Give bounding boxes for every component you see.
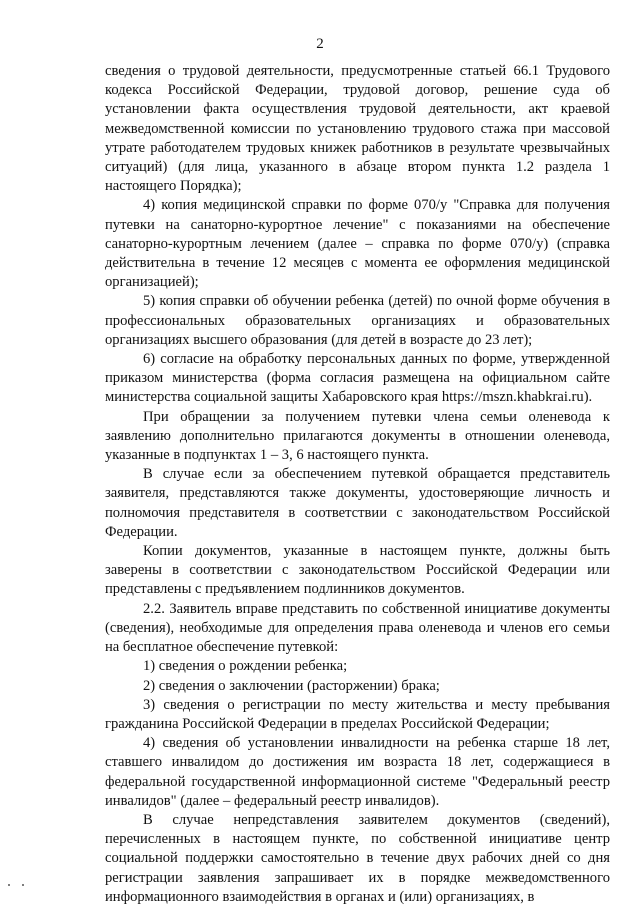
page-number: 2 <box>316 36 324 52</box>
scan-speck <box>22 884 24 886</box>
paragraph-family-member: При обращении за получением путевки члена семьи оленевода к заявлению дополнительно прилагаются документы в отношении оленевода, указанные в подпунктах 1 – 3, 6 настоящего пункта. <box>105 408 610 464</box>
document-body <box>105 62 610 907</box>
paragraph-item-6-consent: 6) согласие на обработку персональных данных по форме, утвержденной приказом министерства (форма согласия размещена на официальном сайте министерства социальной защиты Хабаровского края https://mszn.khabkrai.ru). <box>105 351 610 406</box>
paragraph-item-3-registration: 3) сведения о регистрации по месту жительства и месту пребывания гражданина Российской Федерации в пределах Российской Федерации; <box>105 696 610 732</box>
paragraph-item-5-study-certificate: 5) копия справки об обучении ребенка (детей) по очной форме обучения в профессиональных образовательных организациях и образовательных организациях высшего образования (для детей в возрасте до 23 лет); <box>105 293 610 348</box>
paragraph-employment-docs: сведения о трудовой деятельности, предусмотренные статьей 66.1 Трудового кодекса Российской Федерации, трудовой договор, решение суда об установлении факта осуществления трудовой деятельности, акт краевой межведомственной комиссии по установлению трудового стажа при массовой утрате работодателем трудовых книжек работников в результате чрезвычайных ситуаций) (для лица, указанного в абзаце втором пункта 1.2 раздела 1 настоящего Порядка); <box>105 63 610 195</box>
paragraph-section-2-2: 2.2. Заявитель вправе представить по собственной инициативе документы (сведения), необходимые для определения права оленевода и членов его семьи на бесплатное обеспечение путевкой: <box>105 600 610 656</box>
paragraph-representative: В случае если за обеспечением путевкой обращается представитель заявителя, представляются также документы, удостоверяющие личность и полномочия представителя в соответствии с законодательством Российской Федерации. <box>105 466 610 540</box>
paragraph-non-submission: В случае непредставления заявителем документов (сведений), перечисленных в настоящем пункте, по собственной инициативе центр социальной поддержки самостоятельно в течение двух рабочих дней со дня регистрации заявления запрашивает их в порядке межведомственного информационного взаимодействия в органах и (или) организациях, в <box>105 811 610 905</box>
paragraph-item-4-disability: 4) сведения об установлении инвалидности на ребенка старше 18 лет, ставшего инвалидом до достижения им возраста 18 лет, содержащиеся в федеральной государственной информационной системе "Федеральный реестр инвалидов" (далее – федеральный реестр инвалидов). <box>105 735 610 809</box>
paragraph-item-4-medical-certificate: 4) копия медицинской справки по форме 070/у "Справка для получения путевки на санаторно-курортное лечение" с показаниями на обеспечение санаторно-курортным лечением (далее – справка по форме 070/у) (справка действительна в течение 12 месяцев с момента ее оформления медицинской организацией); <box>105 197 610 291</box>
paragraph-copies-certified: Копии документов, указанные в настоящем пункте, должны быть заверены в соответствии с законодательством Российской Федерации или представлены с предъявлением подлинников документов. <box>105 543 610 598</box>
paragraph-item-2-marriage: 2) сведения о заключении (расторжении) брака; <box>143 677 440 694</box>
scan-speck <box>8 884 10 886</box>
paragraph-item-1-birth: 1) сведения о рождении ребенка; <box>143 658 348 675</box>
